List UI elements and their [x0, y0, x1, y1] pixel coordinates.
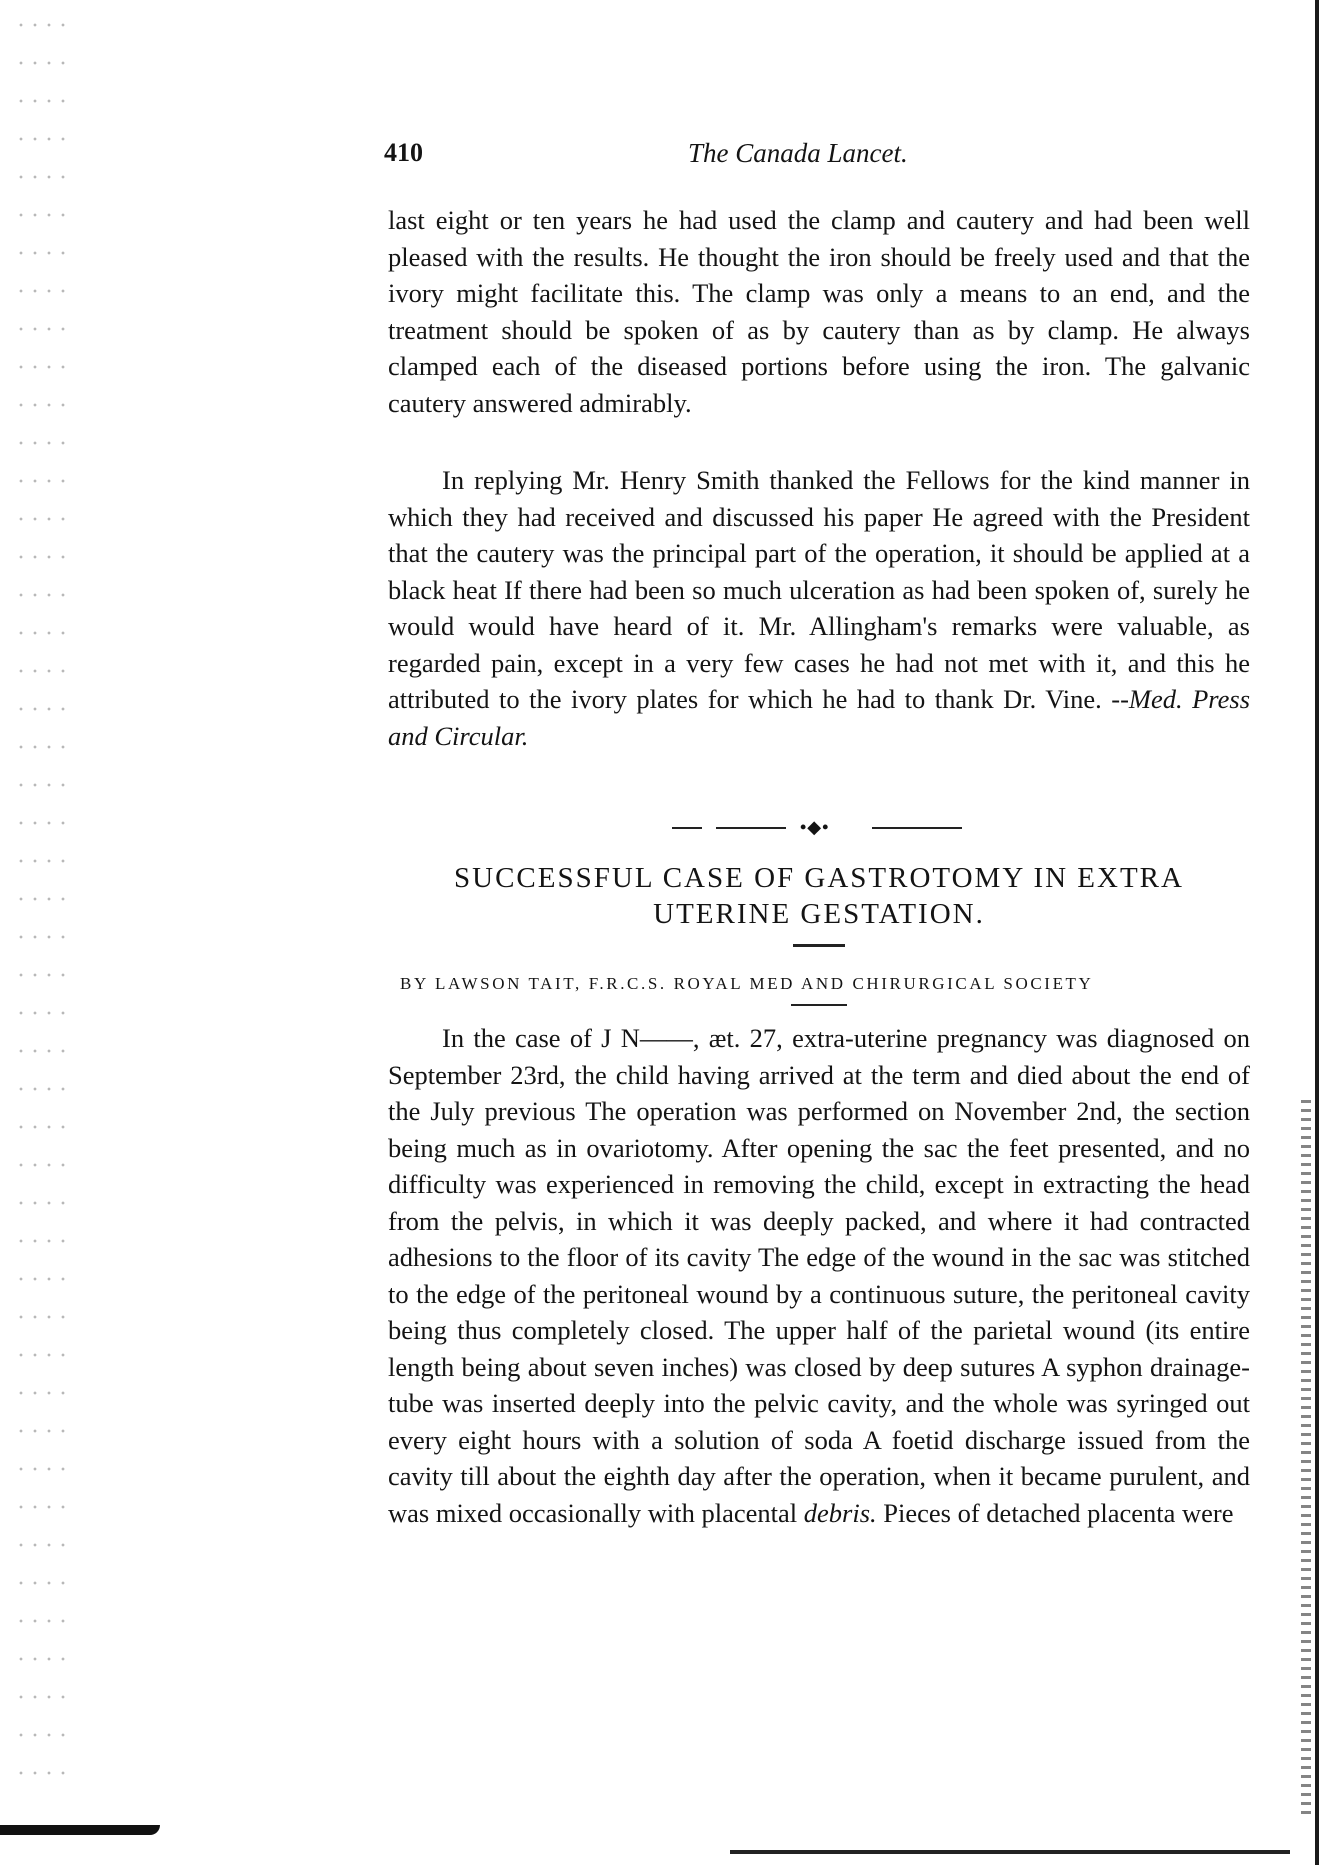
ornament-dots: •◆•: [800, 817, 830, 837]
ornament-rule-left-short: [672, 827, 702, 829]
page-number: 410: [384, 138, 423, 167]
title-rule: [793, 944, 845, 947]
scan-edge-shadow: [1301, 1100, 1311, 1820]
paragraph-body: In replying Mr. Henry Smith thanked the Fellows for the kind manner in which they had received and discussed his paper He agreed with the President that the cautery was the principal part of the operation, it should be applied at a black heat If there had been so much ulceration as had been spoken of, surely he would would have heard of it. Mr. Allingham's remarks were valuable, as regarded pain, except in a very few cases he had not met with it, and this he attributed to the ivory plates for which he had to thank Dr. Vine.: [388, 465, 1250, 714]
title-line-1: SUCCESSFUL CASE OF GASTROTOMY IN EXTRA: [454, 862, 1184, 894]
paragraph-continuation: [388, 202, 1250, 421]
paragraph-text: last eight or ten years he had used the clamp and cautery and had been well pleased with the results. He thought the iron should be freely used and that the ivory might facilitate this. The clamp was only a means to an end, and the treatment should be spoken of as by cautery than as by clamp. He always clamped each of the diseased portions before using the iron. The galvanic cautery answered admirably.: [388, 205, 1250, 418]
byline-rule: [791, 1004, 847, 1006]
scan-smudge: [0, 1825, 160, 1835]
article-body-text: In the case of J N——, æt. 27, extra-uterine pregnancy was diagnosed on September 23rd, the child having arrived at the term and died about the end of the July previous The operation was performed on November 2nd, the section being much as in ovariotomy. After opening the sac the feet presented, and no difficulty was experienced in removing the child, except in extracting the head from the pelvis, in which it was deeply packed, and where it had contracted adhesions to the floor of its cavity The edge of the wound in the sac was stitched to the edge of the peritoneal wound by a continuous suture, the peritoneal cavity being thus completely closed. The upper half of the parietal wound (its entire length being about seven inches) was closed by deep sutures A syphon drainage-tube was inserted deeply into the pelvic cavity, and the whole was syringed out every eight hours with a solution of soda A foetid discharge issued from the cavity till about the eighth day after the operation, when it became purulent, and was mixed occasionally with placental: [388, 1023, 1250, 1528]
italic-word: debris.: [803, 1497, 877, 1528]
running-title: The Canada Lancet.: [688, 138, 908, 168]
running-header: [384, 138, 1252, 178]
paragraph-text: [388, 1020, 1250, 1531]
scan-bottom-line: [730, 1850, 1290, 1854]
section-ornament: [672, 815, 962, 845]
paragraph-text: [388, 462, 1250, 754]
article-body: [388, 1020, 1250, 1531]
article-title: [388, 860, 1250, 932]
article-body-tail: Pieces of detached placenta were: [883, 1497, 1234, 1528]
scan-speckle: [18, 0, 68, 1800]
article-byline: BY LAWSON TAIT, F.R.C.S. ROYAL MED AND CHIRURGICAL SOCIETY: [400, 974, 1094, 993]
paragraph-reply: [388, 462, 1250, 754]
citation: --Med. Press and Circular.: [388, 684, 1251, 751]
scan-edge: [1315, 0, 1319, 1865]
title-line-2: UTERINE GESTATION.: [653, 898, 985, 930]
ornament-rule-right: [872, 827, 962, 829]
ornament-rule-left: [716, 827, 786, 829]
